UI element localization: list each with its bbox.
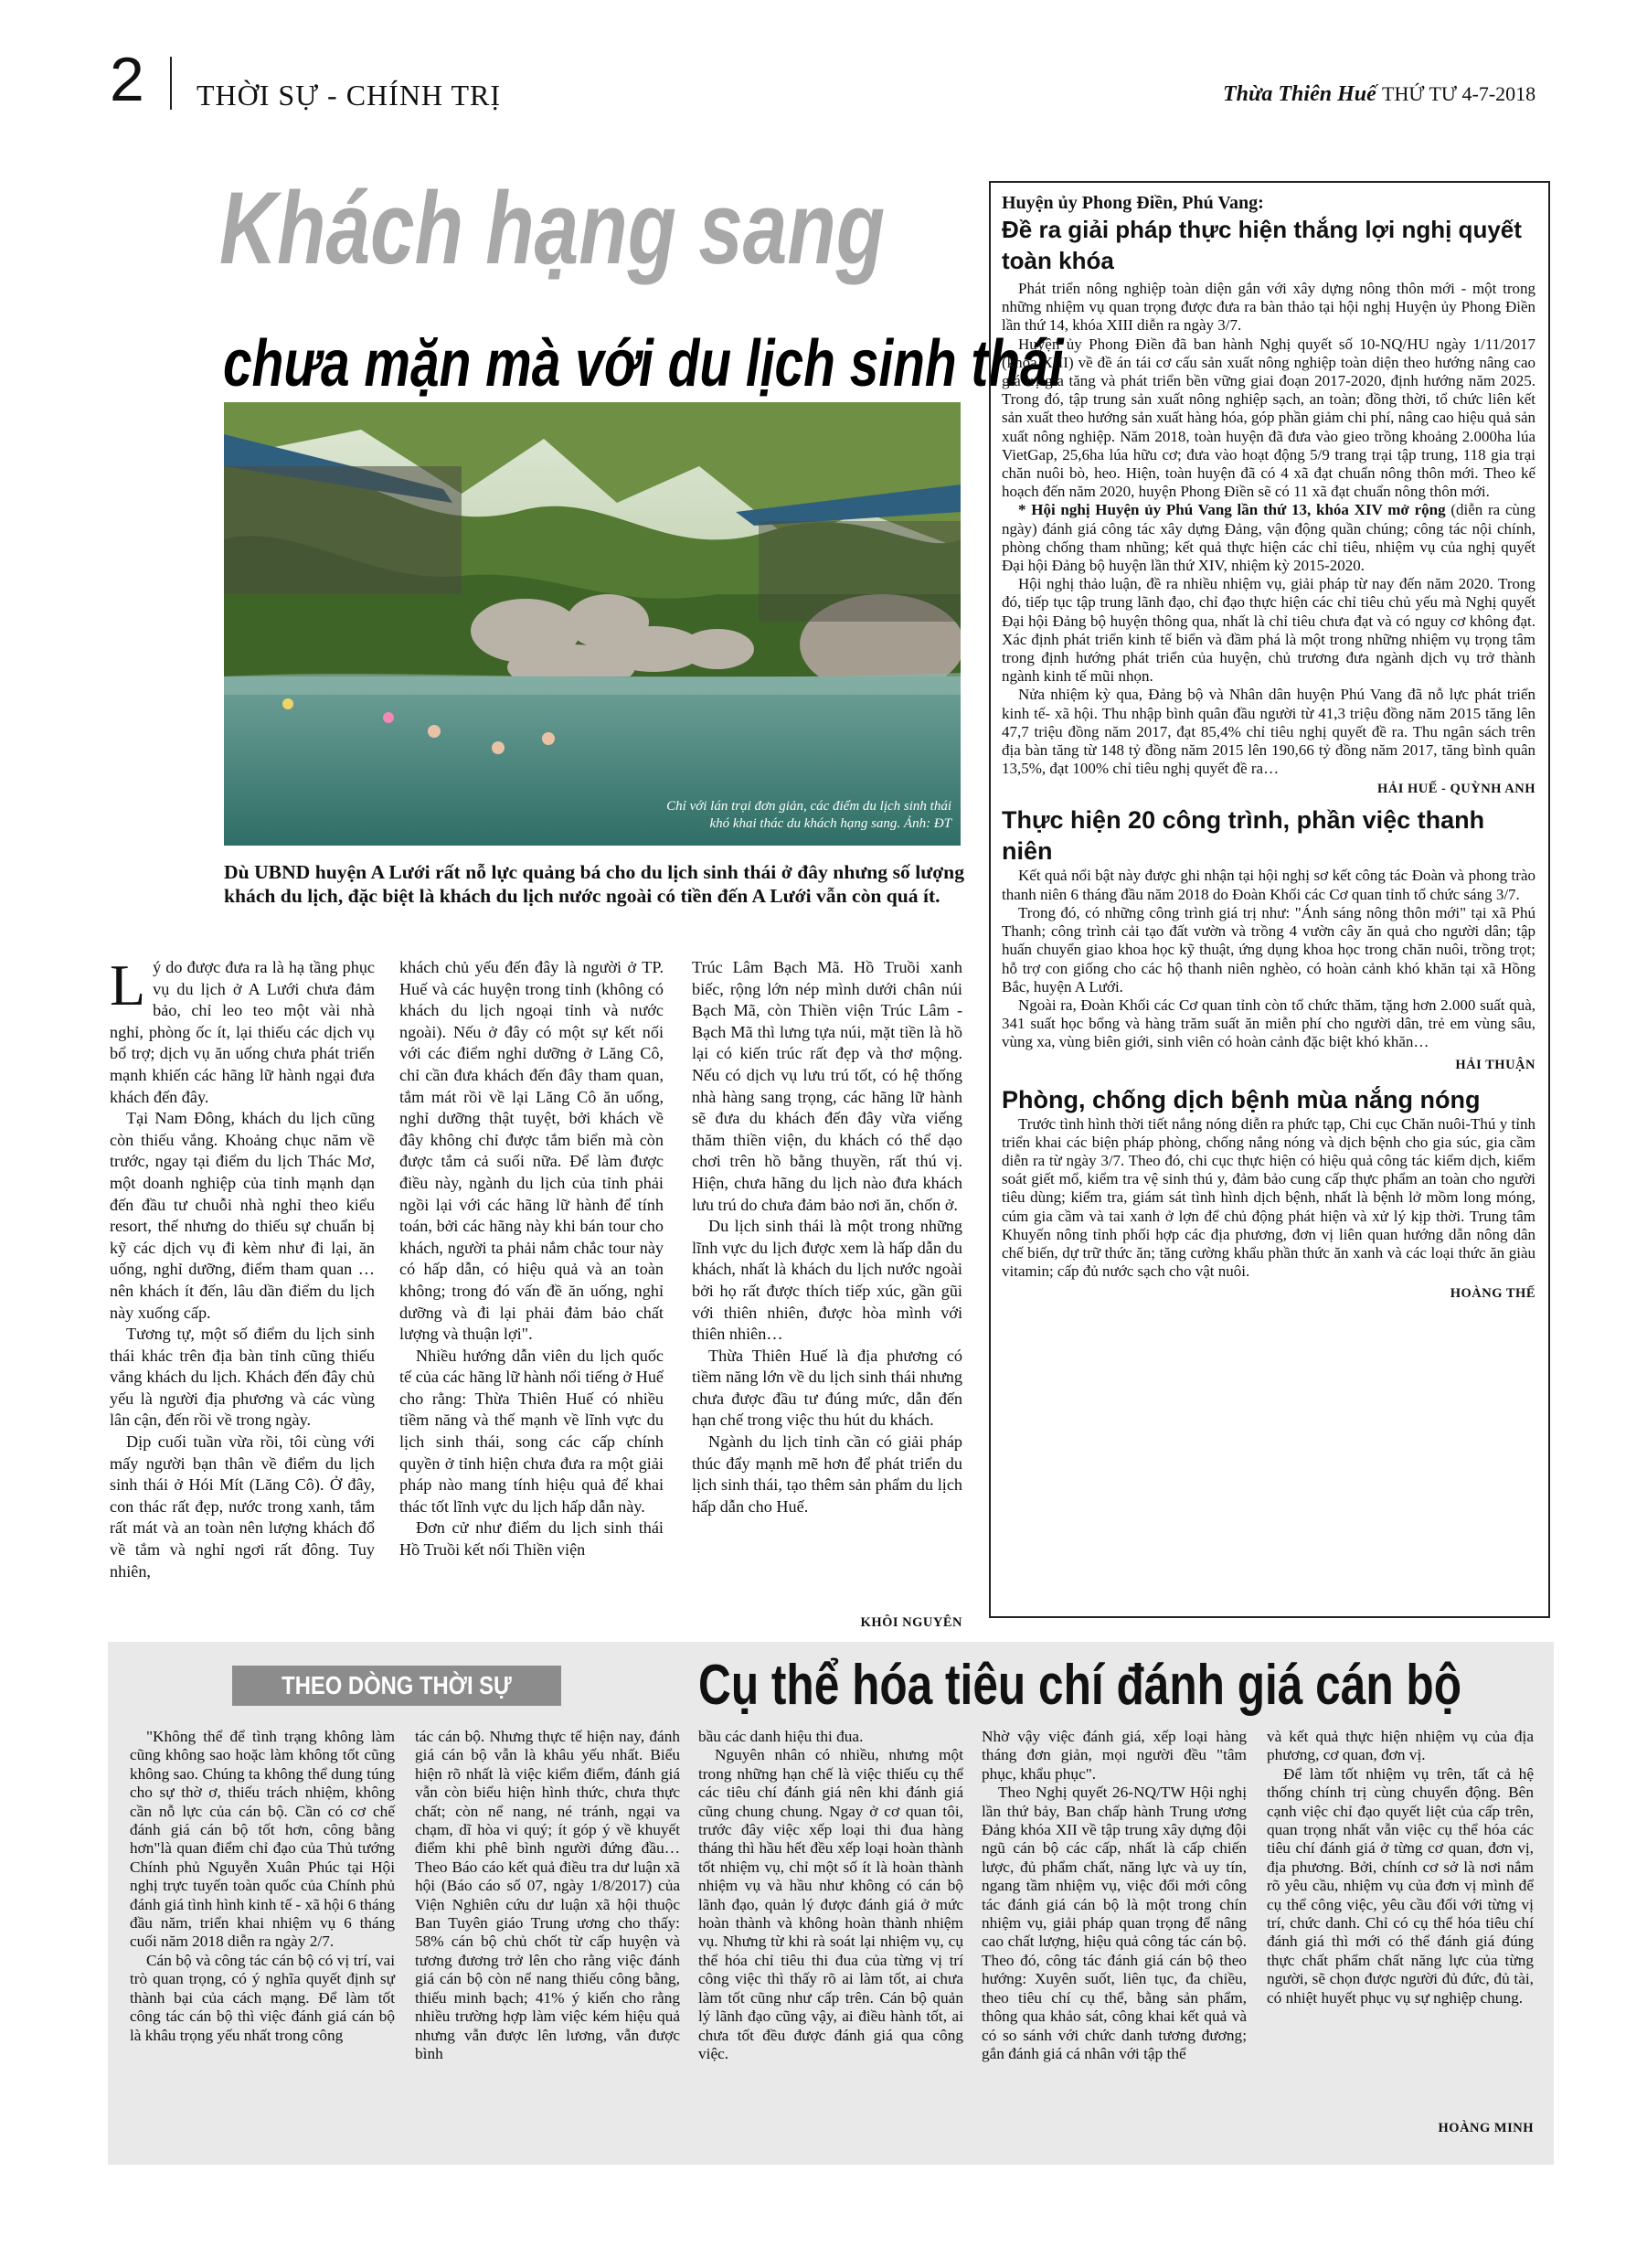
main-col-2 — [399, 957, 664, 1561]
brief1-p2: Huyện ủy Phong Điền đã ban hành Nghị quyết số 10-NQ/HU ngày 1/11/2017 (khóa XIII) về đề án tái cơ cấu sản xuất nông nghiệp toàn diện theo hướng nâng cao giá trị gia tăng và phát triển bền vững giai đoạn 2017-2020, định hướng năm 2025. Trong đó, tập trung sản xuất nông nghiệp sạch, an toàn; đồng thời, tổ chức liên kết sản xuất theo hướng sản xuất hàng hóa, góp phần giảm chi phí, nâng cao hiệu quả sản xuất nông nghiệp. Năm 2018, toàn huyện đã đưa vào gieo trồng khoảng 2.000ha lúa VietGap, 25,6ha lúa hữu cơ; đưa vào hoạt động 5/9 trang trại tập trung, 118 gia trại chăn nuôi bò, heo. Hiện, toàn huyện đã có 4 xã đạt chuẩn nông thôn mới. Theo kế hoạch đến năm 2020, huyện Phong Điền sẽ có 11 xã đạt chuẩn nông thôn mới. — [1002, 335, 1535, 501]
opinion-col-5 — [1267, 1728, 1534, 2007]
main-col1-p4: Dịp cuối tuần vừa rồi, tôi cùng với mấy người bạn thân về điểm du lịch sinh thái ở Hói Mít (Lăng Cô). Ở đây, con thác rất đẹp, nước trong xanh, tắm rất mát và an toàn nên lượng khách đổ về tắm và nghỉ ngơi rất đông. Tuy nhiên, — [110, 1432, 375, 1581]
brief1-p5: Nửa nhiệm kỳ qua, Đảng bộ và Nhân dân huyện Phú Vang đã nỗ lực phát triển kinh tế- xã hội. Thu nhập bình quân đầu người từ 41,3 triệu đồng năm 2015 tăng lên 47,7 triệu đồng năm 2017, đạt 85,4% chỉ tiêu nghị quyết đề ra. Thu ngân sách trên địa bàn tăng từ 148 tỷ đồng năm 2015 lên 190,66 tỷ đồng năm 2017, tăng bình quân 13,5%, đạt 100% chỉ tiêu nghị quyết đề ra… — [1002, 686, 1535, 778]
main-col2-p1: khách chủ yếu đến đây là người ở TP. Huế và các huyện trong tỉnh (không có khách du lịch ngoại tỉnh và nước ngoài). Nếu ở đây có một sự kết nối với các điểm nghỉ dưỡng ở Lăng Cô, chỉ cần đưa khách đến đây tham quan, tắm mát rồi về lại Lăng Cô ăn uống, nghỉ dưỡng thật tuyệt, bởi khách về đây không chỉ được tắm biển mà còn được tắm cả suối nữa. Để làm được điều này, ngành du lịch của tỉnh phải ngồi lại với các hãng lữ hành để tính toán, bởi các hãng này khi bán tour cho khách, người ta phải nắm chắc tour này có hấp dẫn, có hiệu quả và an toàn không; trong đó vấn đề ăn uống, nghỉ dưỡng và đi lại phải đảm bảo chất lượng và thuận lợi". — [399, 958, 664, 1344]
opinion-col1-p1: "Không thể để tình trạng không làm cũng không sao hoặc làm không tốt cũng không sao. Chúng ta không thể dung túng cho sự thờ ơ, thiếu trách nhiệm, không cần nỗ lực của cán bộ. Cần có cơ chế đánh giá cán bộ tốt hơn, công bằng hơn"là quan điểm chỉ đạo của Thủ tướng Chính phủ Nguyễn Xuân Phúc tại Hội nghị trực tuyến toàn quốc của Chính phủ đánh giá tình hình kinh tế - xã hội 6 tháng đầu năm, triển khai nhiệm vụ 6 tháng cuối năm 2018 diễn ra ngày 2/7. — [130, 1728, 395, 1951]
photo-caption-line1: Chỉ với lán trại đơn giản, các điểm du lịch sinh thái — [666, 799, 951, 814]
brief1-title: Đề ra giải pháp thực hiện thắng lợi nghị quyết toàn khóa — [1002, 216, 1522, 274]
brief2-byline: HẢI THUẬN — [1455, 1057, 1535, 1072]
main-col3-p4: Ngành du lịch tỉnh cần có giải pháp thúc đẩy mạnh mẽ hơn để phát triển du lịch sinh thái, tạo thêm sản phẩm du lịch hấp dẫn cho Huế. — [692, 1432, 962, 1516]
brief2-p2: Trong đó, có những công trình giá trị như: "Ánh sáng nông thôn mới" tại xã Phú Thanh; công trình cải tạo đất vườn và trồng 4 vườn cây ăn quả cho người dân; tập huấn chuyển giao khoa học kỹ thuật, ứng dụng khoa học trong chăn nuôi, trồng trọt; hỗ trợ con giống cho các hộ thanh niên nghèo, có hoàn cảnh khó khăn tại xã Hồng Bắc, huyện A Lưới. — [1002, 903, 1535, 996]
section-name: THỜI SỰ - CHÍNH TRỊ — [197, 79, 501, 112]
brief3-body — [1002, 1115, 1535, 1282]
opinion-byline: HOÀNG MINH — [1438, 2121, 1534, 2135]
opinion-col-4 — [982, 1728, 1247, 2063]
dropcap: L — [110, 953, 146, 1017]
brief1-p3-rest: (diễn ra cùng ngày) đánh giá công tác xây dựng Đảng, vận động quần chúng; công tác nội chính, phòng chống tham nhũng; kết quả thực hiện các chỉ tiêu, nhiệm vụ của nghị quyết Đại hội Đảng bộ huyện lần thứ XIV, nhiệm kỳ 2015-2020. — [1002, 501, 1535, 575]
main-photo — [224, 402, 961, 846]
main-title-line1: Khách hạng sang — [219, 171, 886, 285]
brief2-p1: Kết quả nổi bật này được ghi nhận tại hội nghị sơ kết công tác Đoàn và phong trào thanh niên 6 tháng đầu năm 2018 do Đoàn Khối các Cơ quan tỉnh tổ chức sáng 3/7. — [1002, 867, 1535, 903]
opinion-col-1 — [130, 1728, 395, 2045]
opinion-section — [108, 1642, 1554, 2165]
main-col2-p3: Đơn cử như điểm du lịch sinh thái Hồ Truồi kết nối Thiền viện — [399, 1518, 664, 1560]
main-col1-p1: ý do được đưa ra là hạ tầng phục vụ du lịch ở A Lưới chưa đảm bảo, chỉ leo teo một vài nhà nghỉ, phòng ốc ít, lại thiếu các dịch vụ bổ trợ; dịch vụ ăn uống chưa phát triển mạnh khiến các hãng lữ hành ngại đưa khách đến đây. — [110, 958, 375, 1106]
waterfall-pool-photo — [224, 402, 961, 846]
opinion-col3-p2: Nguyên nhân có nhiều, nhưng một trong những hạn chế là việc thiếu cụ thể các tiêu chí đánh giá nên khi đánh giá cũng chung chung. Ngay ở cơ quan tôi, trước đây việc xếp loại thi đua hàng tháng thì hầu hết đều xếp loại hoàn thành tốt nhiệm vụ, chỉ một số ít là hoàn thành nhiệm vụ và hầu như không có cán bộ lãnh đạo, quản lý được đánh giá ở mức hoàn thành và không hoàn thành nhiệm vụ. Nhưng từ khi rà soát lại nhiệm vụ, cụ thể hóa chỉ tiêu thi đua của từng vị trí công việc thì thấy rõ ai làm tốt, ai chưa làm tốt cũng như cấp trên. Cán bộ quản lý lãnh đạo cũng vậy, ai điều hành tốt, ai chưa tốt đều được đánh giá qua công việc. — [698, 1746, 963, 2062]
brief3-title: Phòng, chống dịch bệnh mùa nắng nóng — [1002, 1085, 1481, 1113]
main-col3-p3: Thừa Thiên Huế là địa phương có tiềm năng lớn về du lịch sinh thái nhưng chưa được đầu tư đúng mức, dẫn đến hạn chế trong việc thu hút du khách. — [692, 1346, 962, 1430]
header-divider — [170, 57, 172, 110]
publication-name: Thừa Thiên Huế — [1223, 82, 1376, 106]
brief1-p3-bold: * Hội nghị Huyện ủy Phú Vang lần thứ 13, khóa XIV mở rộng — [1018, 501, 1446, 519]
main-byline: KHÔI NGUYÊN — [860, 1615, 962, 1630]
opinion-col5-p1: và kết quả thực hiện nhiệm vụ của địa phương, cơ quan, đơn vị. — [1267, 1728, 1534, 1764]
main-col-1 — [110, 953, 375, 1582]
main-col3-p1: Trúc Lâm Bạch Mã. Hồ Truồi xanh biếc, rộng lớn nép mình dưới chân núi Bạch Mã, còn Thiền viện Trúc Lâm - Bạch Mã thì lưng tựa núi, mặt tiền là hồ lại có kiến trúc rất đẹp và thơ mộng. Nếu có dịch vụ lưu trú tốt, có hệ thống nhà hàng sang trọng, các hãng lữ hành sẽ đưa du khách đến đây vừa viếng thăm thiền viện, du khách có thể dạo chơi trên hồ bằng thuyền, rất thú vị. Hiện, chưa hãng du lịch nào đưa khách lưu trú do chưa đảm bảo nơi ăn, chốn ở. — [692, 958, 962, 1214]
brief2-body — [1002, 867, 1535, 1051]
opinion-col3-p1: bầu các danh hiệu thi đua. — [698, 1728, 864, 1745]
photo-caption-line2: khó khai thác du khách hạng sang. Ảnh: ĐT — [709, 816, 951, 831]
brief1-body — [1002, 280, 1535, 778]
opinion-col4-p2: Theo Nghị quyết 26-NQ/TW Hội nghị lần thứ bảy, Ban chấp hành Trung ương Đảng khóa XII về tập trung xây dựng đội ngũ cán bộ các cấp, nhất là cấp chiến lược, đủ phẩm chất, năng lực và uy tín, ngang tầm nhiệm vụ, việc đổi mới công tác đánh giá cán bộ là một trong chín nhiệm vụ, giải pháp quan trọng để nâng cao chất lượng, hiệu quả công tác cán bộ. Theo đó, công tác đánh giá cán bộ theo hướng: Xuyên suốt, liên tục, đa chiều, theo tiêu chí cụ thể, bằng sản phẩm, thông qua khảo sát, công khai kết quả và có so sánh với chức danh tương đương; gắn đánh giá cá nhân với tập thể — [982, 1784, 1247, 2062]
opinion-col-3 — [698, 1728, 963, 2063]
brief1-p4: Hội nghị thảo luận, đề ra nhiều nhiệm vụ, giải pháp từ nay đến năm 2020. Trong đó, tiếp tục tập trung lãnh đạo, chỉ đạo thực hiện các chỉ tiêu chủ yếu mà Nghị quyết Đại hội Đảng bộ huyện thông qua, nhất là chỉ tiêu chưa đạt và có nguy cơ không đạt. Xác định phát triển kinh tế biển và đầm phá là một trong những nhiệm vụ trọng tâm trong định hướng phát triển của huyện, chủ trương đưa ngành dịch vụ trở thành ngành kinh tế mũi nhọn. — [1002, 575, 1535, 686]
brief2-title: Thực hiện 20 công trình, phần việc thanh niên — [1002, 806, 1485, 866]
main-lead: Dù UBND huyện A Lưới rất nỗ lực quảng bá cho du lịch sinh thái ở đây nhưng số lượng khách du lịch, đặc biệt là khách du lịch nước ngoài có tiền đến A Lưới vẫn còn quá ít. — [224, 861, 964, 907]
column-label-text: THEO DÒNG THỜI SỰ — [282, 1671, 512, 1699]
issue-date: THỨ TƯ 4-7-2018 — [1382, 82, 1536, 105]
opinion-col5-p2: Để làm tốt nhiệm vụ trên, tất cả hệ thống chính trị cùng chuyển động. Bên cạnh việc chỉ đạo quyết liệt của cấp trên, quan trọng nhất vẫn việc cụ thể hóa các tiêu chí đánh giá ở từng cơ quan, đơn vị, địa phương. Bởi, chính cơ sở là nơi nắm rõ yêu cầu, nhiệm vụ của đơn vị mình để cụ thể công việc, yêu cầu đối với từng vị trí, chức danh. Chỉ có cụ thể hóa tiêu chí đánh giá thì mới có thể đánh giá đúng thực chất phẩm chất năng lực của từng người, sẽ chọn được người đủ đức, đủ tài, có nhiệt huyết phục vụ sự nghiệp chung. — [1267, 1764, 1534, 2007]
photo-caption — [666, 798, 951, 833]
opinion-col2-p1: tác cán bộ. Nhưng thực tế hiện nay, đánh giá cán bộ vẫn là khâu yếu nhất. Biểu hiện rõ nhất là việc kiểm điểm, đánh giá vẫn còn biểu hiện hình thức, chưa thực chất; còn nể nang, né tránh, ngại va chạm, dĩ hòa vi quý; ít góp ý về khuyết điểm khi phê bình người đứng đầu… Theo Báo cáo kết quả điều tra dư luận xã hội (Báo cáo số 07, ngày 1/8/2017) của Viện Nghiên cứu dư luận xã hội thuộc Ban Tuyên giáo Trung ương cho thấy: 58% cán bộ chủ chốt từ cấp huyện và tương đương trở lên cho rằng việc đánh giá cán bộ còn nể nang thiếu công bằng, thiếu minh bạch; 41% ý kiến cho rằng nhiều trường hợp làm việc kém hiệu quả nhưng vẫn được lên lương, vẫn được bình — [415, 1728, 680, 2062]
opinion-col-2 — [415, 1728, 680, 2063]
main-col-3 — [692, 957, 962, 1517]
brief1-kicker: Huyện ủy Phong Điền, Phú Vang: — [1002, 193, 1264, 213]
main-title-line2: chưa mặn mà với du lịch sinh thái — [223, 327, 1064, 400]
brief3-p1: Trước tình hình thời tiết nắng nóng diễn ra phức tạp, Chi cục Chăn nuôi-Thú y tỉnh triển khai các biện pháp phòng, chống nắng nóng và dịch bệnh cho gia súc, gia cầm diễn ra từ ngày 3/7. Theo đó, chi cục thực hiện có hiệu quả công tác kiểm dịch, kiểm soát giết mổ, kiểm tra vệ sinh thú y, đảm bảo cung cấp thực phẩm an toàn cho người tiêu dùng; kiểm tra, giám sát tình hình dịch bệnh, nhất là bệnh lở mồm long móng, cúm gia cầm và tai xanh ở lợn để chủ động phát hiện và xử lý kịp thời. Trung tâm Khuyến nông tỉnh phối hợp các địa phương, đơn vị liên quan hướng dẫn nông dân chế biến, dự trữ thức ăn; tăng cường khẩu phần thức ăn xanh và các loại thức ăn giàu vitamin; cấp đủ nước sạch cho vật nuôi. — [1002, 1114, 1535, 1281]
brief1-byline: HẢI HUẾ - QUỲNH ANH — [1376, 782, 1535, 797]
brief2-p3: Ngoài ra, Đoàn Khối các Cơ quan tỉnh còn tổ chức thăm, tặng hơn 2.000 suất quà, 341 suất học bổng và hàng trăm suất ăn miễn phí cho người dân, trẻ em vùng sâu, vùng xa, vùng biên giới, sinh viên có hoàn cảnh đặc biệt khó khăn… — [1002, 996, 1535, 1051]
main-col3-p2: Du lịch sinh thái là một trong những lĩnh vực du lịch được xem là hấp dẫn du khách, nhất là khách du lịch nước ngoài bởi họ rất được thích tiếp xúc, gần gũi với thiên nhiên, được hòa mình với thiên nhiên… — [692, 1217, 962, 1344]
opinion-col1-p2: Cán bộ và công tác cán bộ có vị trí, vai trò quan trọng, có ý nghĩa quyết định sự thành bại của cách mạng. Để làm tốt công tác cán bộ thì việc đánh giá cán bộ là khâu trọng yếu nhất trong công — [130, 1951, 395, 2044]
page-header — [110, 45, 1554, 119]
opinion-col4-p1: Nhờ vậy việc đánh giá, xếp loại hàng tháng đơn giản, mọi người đều "tâm phục, khẩu phục". — [982, 1728, 1247, 1783]
opinion-title: Cụ thể hóa tiêu chí đánh giá cán bộ — [698, 1654, 1461, 1717]
brief1-p1: Phát triển nông nghiệp toàn diện gắn với xây dựng nông thôn mới - một trong những nhiệm vụ quan trọng được đưa ra bàn thảo tại hội nghị Huyện ủy Phong Điền lần thứ 14, khóa XIII diễn ra ngày 3/7. — [1002, 280, 1535, 335]
brief3-byline: HOÀNG THẾ — [1450, 1286, 1535, 1302]
page-number: 2 — [110, 45, 144, 114]
main-col1-p3: Tương tự, một số điểm du lịch sinh thái khác trên địa bàn tỉnh cũng thiếu vắng khách du lịch. Khách đến đây chủ yếu là người địa phương và các vùng lân cận, đến rồi về trong ngày. — [110, 1325, 375, 1430]
main-col2-p2: Nhiều hướng dẫn viên du lịch quốc tế của các hãng lữ hành nổi tiếng ở Huế cho rằng: Thừa Thiên Huế có nhiều tiềm năng và thế mạnh về lĩnh vực du lịch sinh thái, song các cấp chính quyền ở tỉnh hiện chưa đưa ra một giải pháp nào mang tính hiệu quả để khai thác tốt lĩnh vực du lịch hấp dẫn này. — [399, 1346, 664, 1516]
news-brief-box — [989, 181, 1550, 1618]
main-col1-p2: Tại Nam Đông, khách du lịch cũng còn thiếu vắng. Khoảng chục năm về trước, ngay tại điểm du lịch Thác Mơ, một doanh nghiệp của tỉnh mạnh dạn đến đầu tư chuỗi nhà nghỉ theo kiểu resort, thế nhưng do thiếu sự chuẩn bị kỹ các dịch vụ đi kèm như đi lại, ăn uống, nghỉ dưỡng, điểm tham quan …nên khách ít đến, lâu dần điểm du lịch này xuống cấp. — [110, 1109, 375, 1322]
